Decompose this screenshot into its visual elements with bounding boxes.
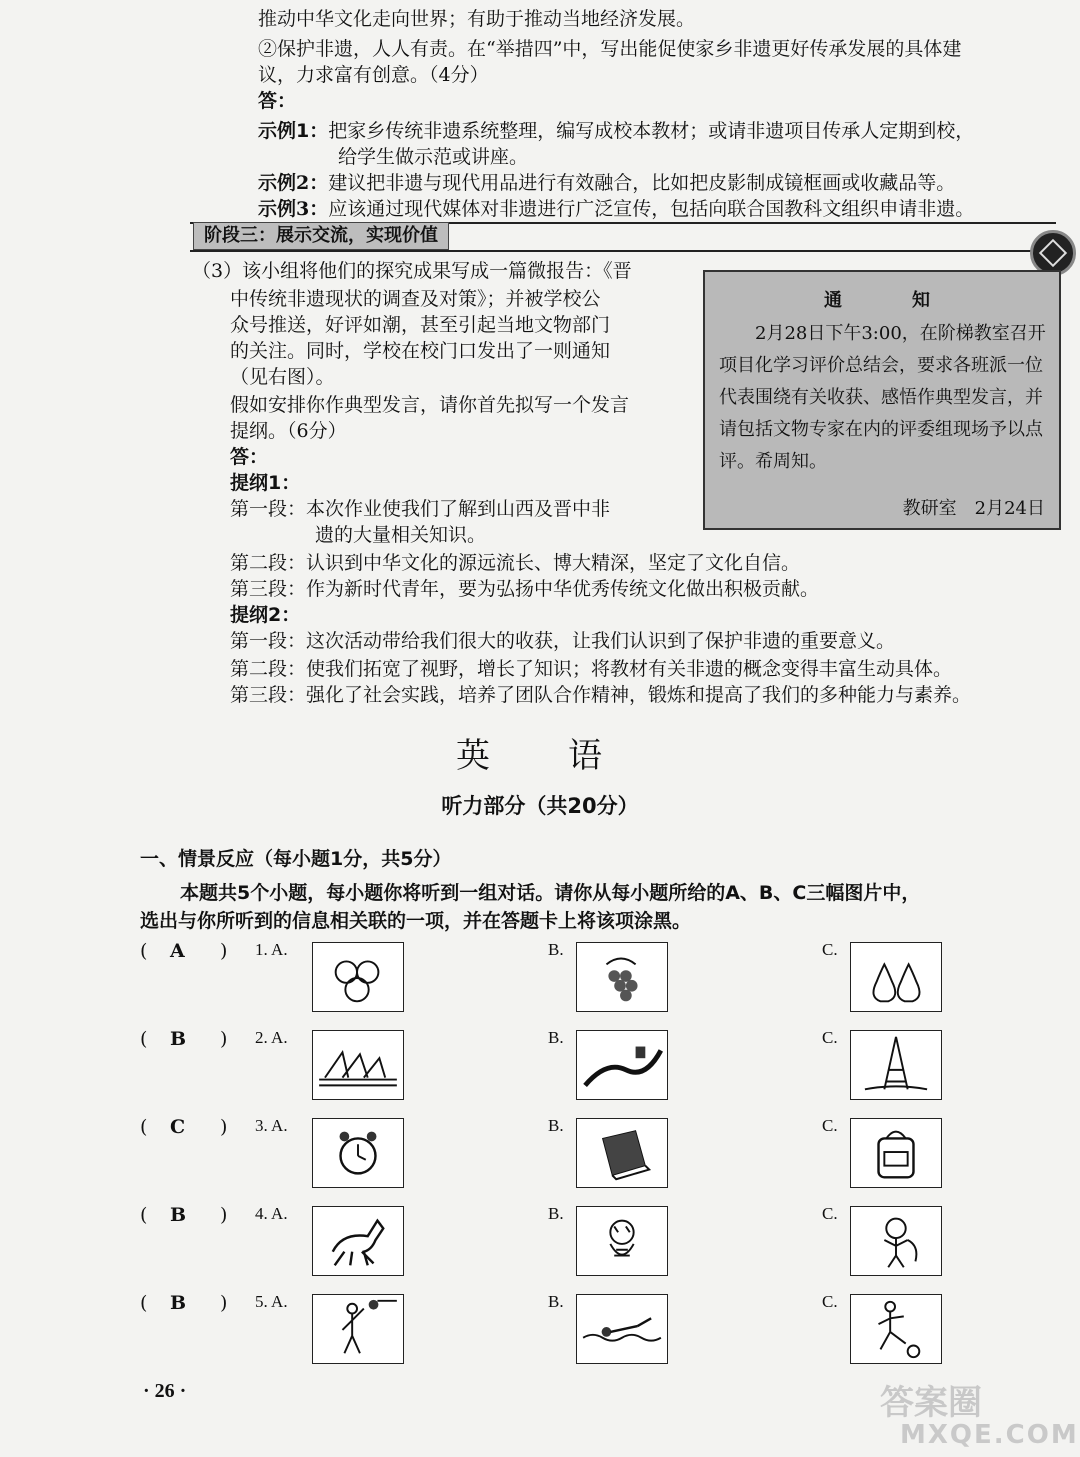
answer-label: 答：: [230, 446, 269, 468]
notice-box: [703, 270, 1061, 530]
answer-choice: B: [170, 1292, 187, 1314]
outline-1-para1-cont: 遗的大量相关知识。: [315, 524, 487, 546]
example-1-cont: 给学生做示范或讲座。: [338, 146, 529, 168]
alarm-clock-icon: [312, 1118, 404, 1188]
q3-line: 的关注。同时，学校在校门口发出了一则通知: [230, 340, 611, 362]
answer-choice: B: [170, 1204, 187, 1226]
option-b-label: B.: [548, 1116, 564, 1135]
option-b-label: B.: [548, 1028, 564, 1047]
subject-title: 英 语: [456, 736, 624, 776]
basketball-icon: [312, 1294, 404, 1364]
book-icon: [576, 1118, 668, 1188]
option-c-label: C.: [822, 1292, 838, 1311]
notice-signature: 教研室 2月24日: [902, 498, 1045, 519]
outline-2-label: 提纲2：: [230, 604, 301, 626]
grapes-icon: [576, 942, 668, 1012]
apples-icon: [312, 942, 404, 1012]
outline-1-label: 提纲1：: [230, 472, 301, 494]
option-c-label: C.: [822, 1028, 838, 1047]
question-number: 5. A.: [255, 1292, 288, 1311]
schoolbag-icon: [850, 1118, 942, 1188]
q3-line: 假如安排你作典型发言，请你首先拟写一个发言: [230, 394, 630, 416]
monkey-icon: [850, 1206, 942, 1276]
instructions: 选出与你所听到的信息相关联的一项，并在答题卡上将该项涂黑。: [140, 910, 692, 932]
option-c-label: C.: [822, 1204, 838, 1223]
outline-2-para2: 第二段：使我们拓宽了视野，增长了知识；将教材有关非遗的概念变得丰富生动具体。: [230, 658, 953, 680]
swimming-icon: [576, 1294, 668, 1364]
great-wall-icon: [576, 1030, 668, 1100]
outline-1-para3: 第三段：作为新时代青年，要为弘扬中华优秀传统文化做出积极贡献。: [230, 578, 820, 600]
text-line: 议，力求富有创意。（4分）: [258, 64, 489, 86]
q3-line: （3）该小组将他们的探究成果写成一篇微报告：《晋: [192, 260, 632, 282]
option-b-label: B.: [548, 1204, 564, 1223]
opera-house-icon: [312, 1030, 404, 1100]
q3-line: 中传统非遗现状的调查及对策》；并被学校公: [230, 288, 601, 310]
q3-line: （见右图）。: [230, 366, 335, 388]
example-3: 示例3：应该通过现代媒体对非遗进行广泛宣传，包括向联合国教科文组织申请非遗。: [258, 198, 975, 220]
option-b-label: B.: [548, 940, 564, 959]
part-title: 一、情景反应（每小题1分，共5分）: [140, 848, 452, 870]
eiffel-tower-icon: [850, 1030, 942, 1100]
page-number: · 26 ·: [143, 1380, 187, 1402]
option-c-label: C.: [822, 940, 838, 959]
instructions: 本题共5个小题，每小题你将听到一组对话。请你从每小题所给的A、B、C三幅图片中，: [180, 882, 921, 904]
question-number: 2. A.: [255, 1028, 288, 1047]
q3-line: 提纲。（6分）: [230, 420, 347, 442]
stage-label: 阶段三：展示交流，实现价值: [193, 222, 449, 250]
tiger-icon: [576, 1206, 668, 1276]
horse-icon: [312, 1206, 404, 1276]
notice-body: 2月28日下午3:00，在阶梯教室召开项目化学习评价总结会，要求各班派一位代表围绕有关收获、感悟作典型发言，并请包括文物专家在内的评委组现场予以点评。希周知。: [719, 323, 1046, 472]
example-2: 示例2：建议把非遗与现代用品进行有效融合，比如把皮影制成镜框画或收藏品等。: [258, 172, 956, 194]
text-line: 推动中华文化走向世界；有助于推动当地经济发展。: [258, 8, 696, 30]
answer-choice: C: [170, 1116, 186, 1138]
example-1: 示例1：把家乡传统非遗系统整理，编写成校本教材；或请非遗项目传承人定期到校，: [258, 120, 975, 142]
pears-icon: [850, 942, 942, 1012]
outline-1-para1: 第一段：本次作业使我们了解到山西及晋中非: [230, 498, 611, 520]
outline-2-para3: 第三段：强化了社会实践，培养了团队合作精神，锻炼和提高了我们的多种能力与素养。: [230, 684, 972, 706]
answer-label: 答：: [258, 90, 297, 112]
watermark: MXQE.COM: [900, 1420, 1079, 1450]
question-number: 4. A.: [255, 1204, 288, 1223]
soccer-icon: [850, 1294, 942, 1364]
answer-choice: A: [170, 940, 185, 962]
outline-2-para1: 第一段：这次活动带给我们很大的收获，让我们认识到了保护非遗的重要意义。: [230, 630, 896, 652]
option-b-label: B.: [548, 1292, 564, 1311]
watermark: 答案圈: [880, 1383, 982, 1423]
outline-1-para2: 第二段：认识到中华文化的源远流长、博大精深，坚定了文化自信。: [230, 552, 801, 574]
option-c-label: C.: [822, 1116, 838, 1135]
answer-choice: B: [170, 1028, 187, 1050]
section-title: 听力部分（共20分）: [441, 794, 639, 818]
question-number: 1. A.: [255, 940, 288, 959]
question-2: ②保护非遗，人人有责。在“举措四”中，写出能促使家乡非遗更好传承发展的具体建: [258, 38, 962, 60]
question-number: 3. A.: [255, 1116, 288, 1135]
q3-line: 众号推送，好评如潮，甚至引起当地文物部门: [230, 314, 611, 336]
notice-title: 通知: [824, 290, 1000, 311]
